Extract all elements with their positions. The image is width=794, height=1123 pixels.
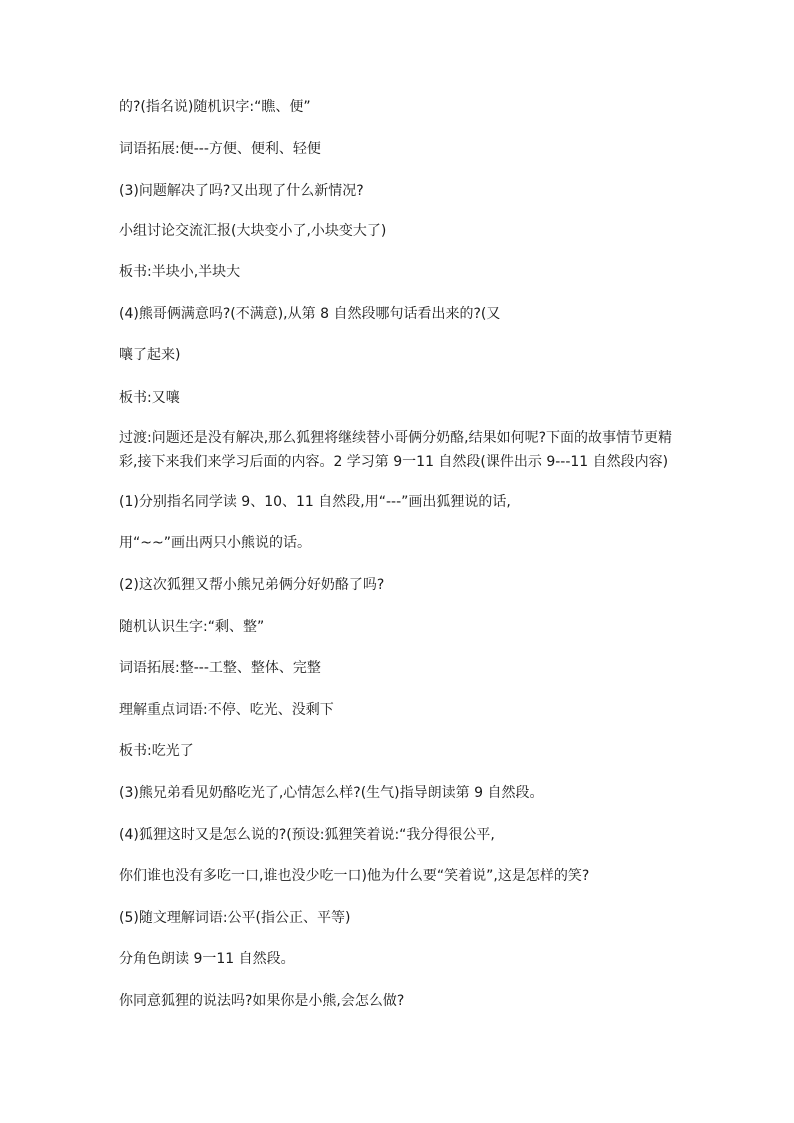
text-line-5: 板书:半块小,半块大	[119, 264, 241, 280]
text-line-3: (3)问题解决了吗?又出现了什么新情况?	[119, 183, 364, 199]
text-line-21: 分角色朗读 9一11 自然段。	[119, 951, 295, 967]
text-line-8: 板书:又嚷	[119, 390, 180, 406]
text-line-11: 用“~~”画出两只小熊说的话。	[119, 535, 311, 551]
text-line-20: (5)随文理解词语:公平(指公正、平等)	[119, 910, 351, 926]
text-line-14: 词语拓展:整---工整、整体、完整	[119, 660, 321, 676]
text-line-18: (4)狐狸这时又是怎么说的?(预设:狐狸笑着说:“我分得很公平,	[119, 827, 495, 843]
text-line-16: 板书:吃光了	[119, 743, 194, 759]
text-line-4: 小组讨论交流汇报(大块变小了,小块变大了)	[119, 223, 387, 239]
text-line-6: (4)熊哥俩满意吗?(不满意),从第 8 自然段哪句话看出来的?(又	[119, 306, 501, 322]
text-line-10: (1)分别指名同学读 9、10、11 自然段,用“---”画出狐狸说的话,	[119, 494, 511, 510]
transition-paragraph: 过渡:问题还是没有解决,那么狐狸将继续替小哥俩分奶酪,结果如何呢?下面的故事情节更精彩,接下来我们来学习后面的内容。2 学习第 9一11 自然段(课件出示 9---11 自然段内容)	[119, 430, 673, 470]
text-line-22: 你同意狐狸的说法吗?如果你是小熊,会怎么做?	[119, 993, 405, 1009]
text-line-1: 的?(指名说)随机识字:“瞧、便”	[119, 99, 311, 115]
text-line-2: 词语拓展:便---方便、便利、轻便	[119, 141, 321, 157]
text-line-19: 你们谁也没有多吃一口,谁也没少吃一口)他为什么要“笑着说”,这是怎样的笑?	[119, 868, 590, 884]
text-line-15: 理解重点词语:不停、吃光、没剩下	[119, 702, 334, 718]
text-line-12: (2)这次狐狸又帮小熊兄弟俩分好奶酪了吗?	[119, 577, 385, 593]
text-line-7: 嚷了起来)	[119, 347, 181, 363]
text-line-17: (3)熊兄弟看见奶酪吃光了,心情怎么样?(生气)指导朗读第 9 自然段。	[119, 785, 544, 801]
text-line-13: 随机认识生字:“剩、整”	[119, 619, 265, 635]
